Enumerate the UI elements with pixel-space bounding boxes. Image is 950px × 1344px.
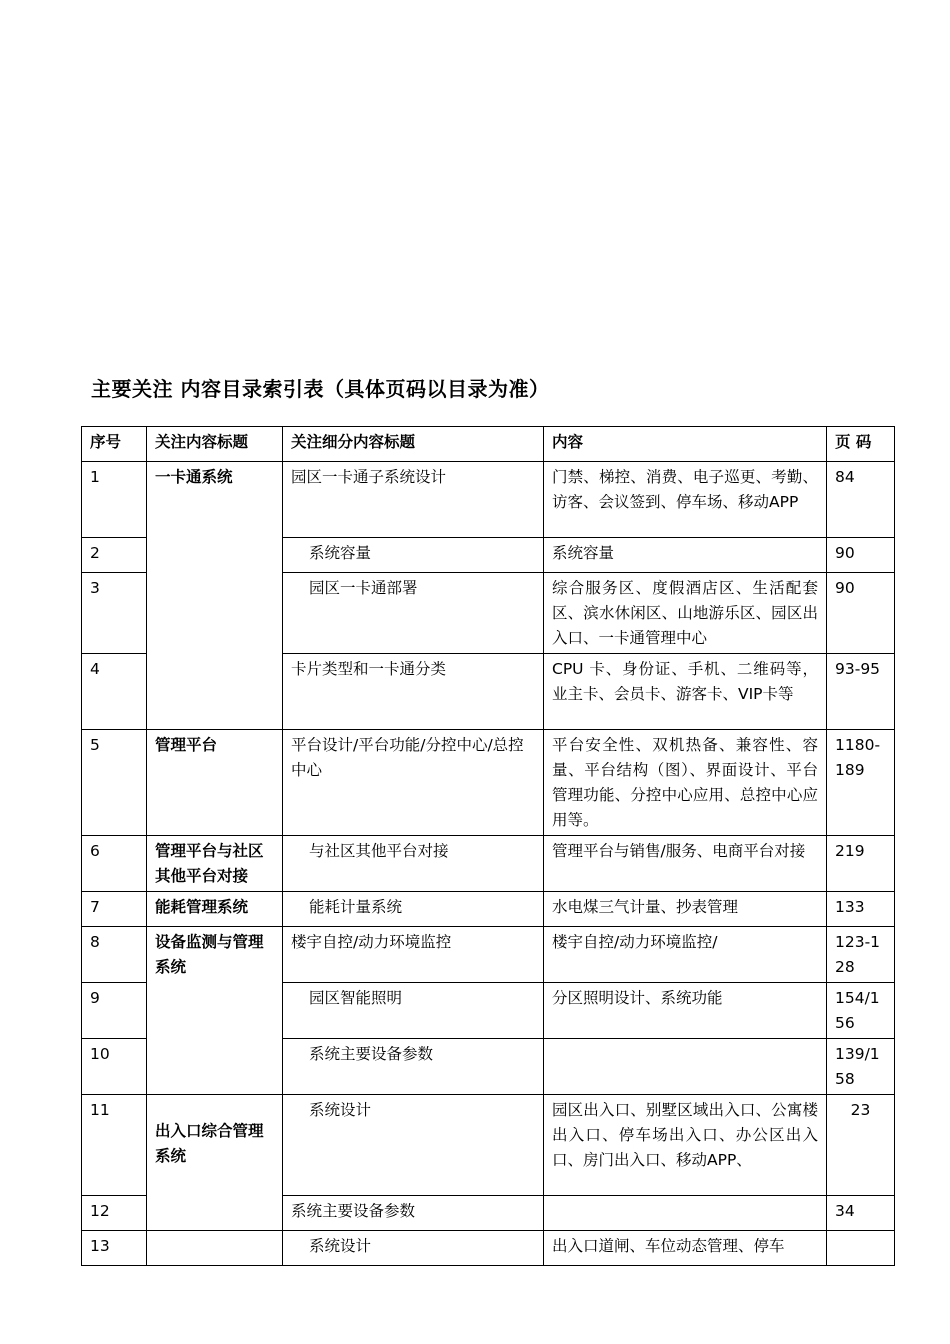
row-page xyxy=(827,1231,895,1266)
header-page: 页 码 xyxy=(827,427,895,462)
table-row xyxy=(82,1095,895,1196)
row-content: CPU 卡、身份证、手机、二维码等，业主卡、会员卡、游客卡、VIP卡等 xyxy=(544,654,827,730)
row-subtopic: 系统设计 xyxy=(283,1231,544,1266)
row-no: 9 xyxy=(82,983,147,1039)
row-subtopic: 与社区其他平台对接 xyxy=(283,836,544,892)
row-page: 1180-189 xyxy=(827,730,895,836)
category-cell xyxy=(147,1231,283,1266)
category-cell: 设备监测与管理系统 xyxy=(147,927,283,1095)
table-row xyxy=(82,927,895,983)
row-no: 2 xyxy=(82,538,147,573)
row-content xyxy=(544,1196,827,1231)
row-no: 10 xyxy=(82,1039,147,1095)
header-topic: 关注内容标题 xyxy=(147,427,283,462)
row-no: 3 xyxy=(82,573,147,654)
row-no: 8 xyxy=(82,927,147,983)
row-subtopic: 园区一卡通子系统设计 xyxy=(283,462,544,538)
row-page: 34 xyxy=(827,1196,895,1231)
header-subtopic: 关注细分内容标题 xyxy=(283,427,544,462)
row-page: 123-128 xyxy=(827,927,895,983)
row-content: 综合服务区、度假酒店区、生活配套区、滨水休闲区、山地游乐区、园区出入口、一卡通管理中心 xyxy=(544,573,827,654)
row-subtopic: 园区一卡通部署 xyxy=(283,573,544,654)
row-content: 分区照明设计、系统功能 xyxy=(544,983,827,1039)
content-index-table xyxy=(81,426,895,1266)
row-page: 139/158 xyxy=(827,1039,895,1095)
row-no: 12 xyxy=(82,1196,147,1231)
row-content: 园区出入口、别墅区域出入口、公寓楼出入口、停车场出入口、办公区出入口、房门出入口、移动APP、 xyxy=(544,1095,827,1196)
category-cell: 能耗管理系统 xyxy=(147,892,283,927)
row-content: 系统容量 xyxy=(544,538,827,573)
header-row xyxy=(82,427,895,462)
row-no: 13 xyxy=(82,1231,147,1266)
table-row xyxy=(82,730,895,836)
category-cell: 管理平台 xyxy=(147,730,283,836)
header-content: 内容 xyxy=(544,427,827,462)
row-no: 5 xyxy=(82,730,147,836)
row-no: 4 xyxy=(82,654,147,730)
table-row xyxy=(82,1231,895,1266)
row-no: 6 xyxy=(82,836,147,892)
row-page: 219 xyxy=(827,836,895,892)
row-page: 154/156 xyxy=(827,983,895,1039)
document-title: 主要关注 内容目录索引表（具体页码以目录为准） xyxy=(91,377,550,401)
row-subtopic: 楼宇自控/动力环境监控 xyxy=(283,927,544,983)
row-content: 门禁、梯控、消费、电子巡更、考勤、访客、会议签到、停车场、移动APP xyxy=(544,462,827,538)
row-content: 管理平台与销售/服务、电商平台对接 xyxy=(544,836,827,892)
row-no: 11 xyxy=(82,1095,147,1196)
row-subtopic: 系统设计 xyxy=(283,1095,544,1196)
category-cell: 一卡通系统 xyxy=(147,462,283,730)
row-content: 水电煤三气计量、抄表管理 xyxy=(544,892,827,927)
row-page: 23 xyxy=(827,1095,895,1196)
row-page: 93-95 xyxy=(827,654,895,730)
row-subtopic: 园区智能照明 xyxy=(283,983,544,1039)
row-subtopic: 卡片类型和一卡通分类 xyxy=(283,654,544,730)
row-page: 90 xyxy=(827,538,895,573)
row-content: 楼宇自控/动力环境监控/ xyxy=(544,927,827,983)
category-cell: 管理平台与社区其他平台对接 xyxy=(147,836,283,892)
row-page: 133 xyxy=(827,892,895,927)
row-subtopic: 系统主要设备参数 xyxy=(283,1039,544,1095)
row-content: 平台安全性、双机热备、兼容性、容量、平台结构（图）、界面设计、平台管理功能、分控中心应用、总控中心应用等。 xyxy=(544,730,827,836)
row-page: 90 xyxy=(827,573,895,654)
row-no: 1 xyxy=(82,462,147,538)
row-no: 7 xyxy=(82,892,147,927)
row-subtopic: 系统主要设备参数 xyxy=(283,1196,544,1231)
table-row xyxy=(82,892,895,927)
table-row xyxy=(82,836,895,892)
row-content: 出入口道闸、车位动态管理、停车 xyxy=(544,1231,827,1266)
row-subtopic: 系统容量 xyxy=(283,538,544,573)
row-page: 84 xyxy=(827,462,895,538)
row-content xyxy=(544,1039,827,1095)
row-subtopic: 平台设计/平台功能/分控中心/总控中心 xyxy=(283,730,544,836)
header-no: 序号 xyxy=(82,427,147,462)
category-cell: 出入口综合管理系统 xyxy=(147,1095,283,1231)
table-row xyxy=(82,462,895,538)
row-subtopic: 能耗计量系统 xyxy=(283,892,544,927)
